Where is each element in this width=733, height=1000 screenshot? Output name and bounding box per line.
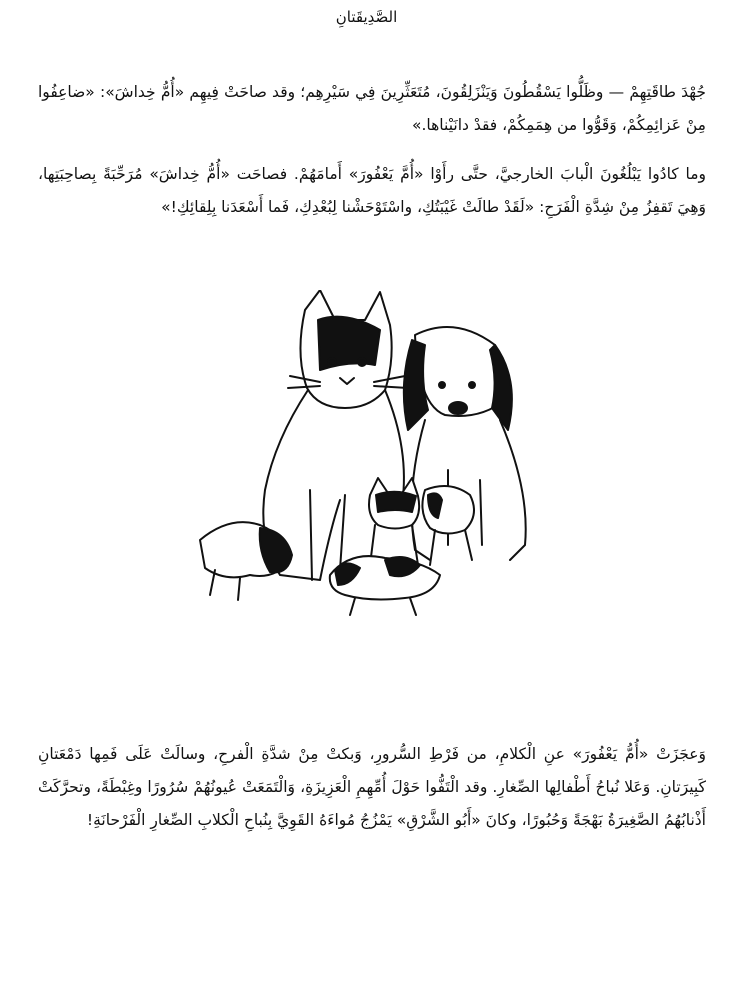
cat-dog-family-illustration (180, 290, 550, 620)
kitten-figure (369, 478, 419, 565)
cat-figure (263, 290, 408, 580)
paragraph-2: وما كادُوا يَبْلُغُونَ الْبابَ الخارجيَّ، حتَّى رأَوْا «أُمَّ يَعْفُورَ» أَمامَهُمْ. فصاحَت «أُمُّ خِداشَ» مُرَحِّبَةً بِصاحِبَتِها، وَهِيَ تَقفِزُ مِنْ شِدَّةِ الْفَرَحِ: «لَقَدْ طالَتْ غَيْبَتُكِ، واسْتَوْحَشْنا لِبُعْدِكِ، فَما أَسْعَدَنا بِلِقائِكِ!» (38, 164, 706, 216)
puppy-bottom-figure (330, 556, 440, 615)
page-title: الصَّدِيقَتانِ (335, 8, 398, 26)
puppy-right-figure (422, 486, 474, 565)
puppy-left-figure (200, 522, 292, 600)
paragraph-1: جُهْدَ طاقَتِهِمْ — وظَلُّوا يَسْقُطُونَ وَيَنْزَلِقُونَ، مُتَعَثِّرِينَ فِي سَيْرِهِم؛ وقد صاحَتْ فِيهِم «أُمُّ خِداشَ»: «ضاعِفُوا مِنْ عَزائِمِكُمْ، وَقَوُّوا من هِمَمِكُمْ، فقدْ دانَيْناها.» (38, 82, 706, 134)
paragraph-3: وَعجَزَتْ «أُمُّ يَعْفُورَ» عنِ الْكلامِ، من فَرْطِ السُّرورِ، وَبكتْ مِنْ شدَّةِ الْفرحِ، وسالَتْ عَلَى فَمِها دَمْعَتانِ كَبِيرَتانِ. وَعَلا نُباحُ أَطْفالِها الصِّغارِ. وقد الْتَفُّوا حَوْلَ أُمِّهِمِ الْعَزِيزَةِ، وَالْتَمَعَتْ عُيونُهُمْ سُرُورًا وغِبْطَةً، وتحرَّكَتْ أَذْنابُهُمُ الصَّغِيرَةُ بَهْجَةً وَحُبُورًا، وكانَ «أَبُو الشَّرْقِ» يَمْزُجُ مُواءَهُ القَوِيَّ بِنُباحِ الْكلابِ الصِّغارِ الْفَرْحانَةِ! (38, 744, 706, 829)
